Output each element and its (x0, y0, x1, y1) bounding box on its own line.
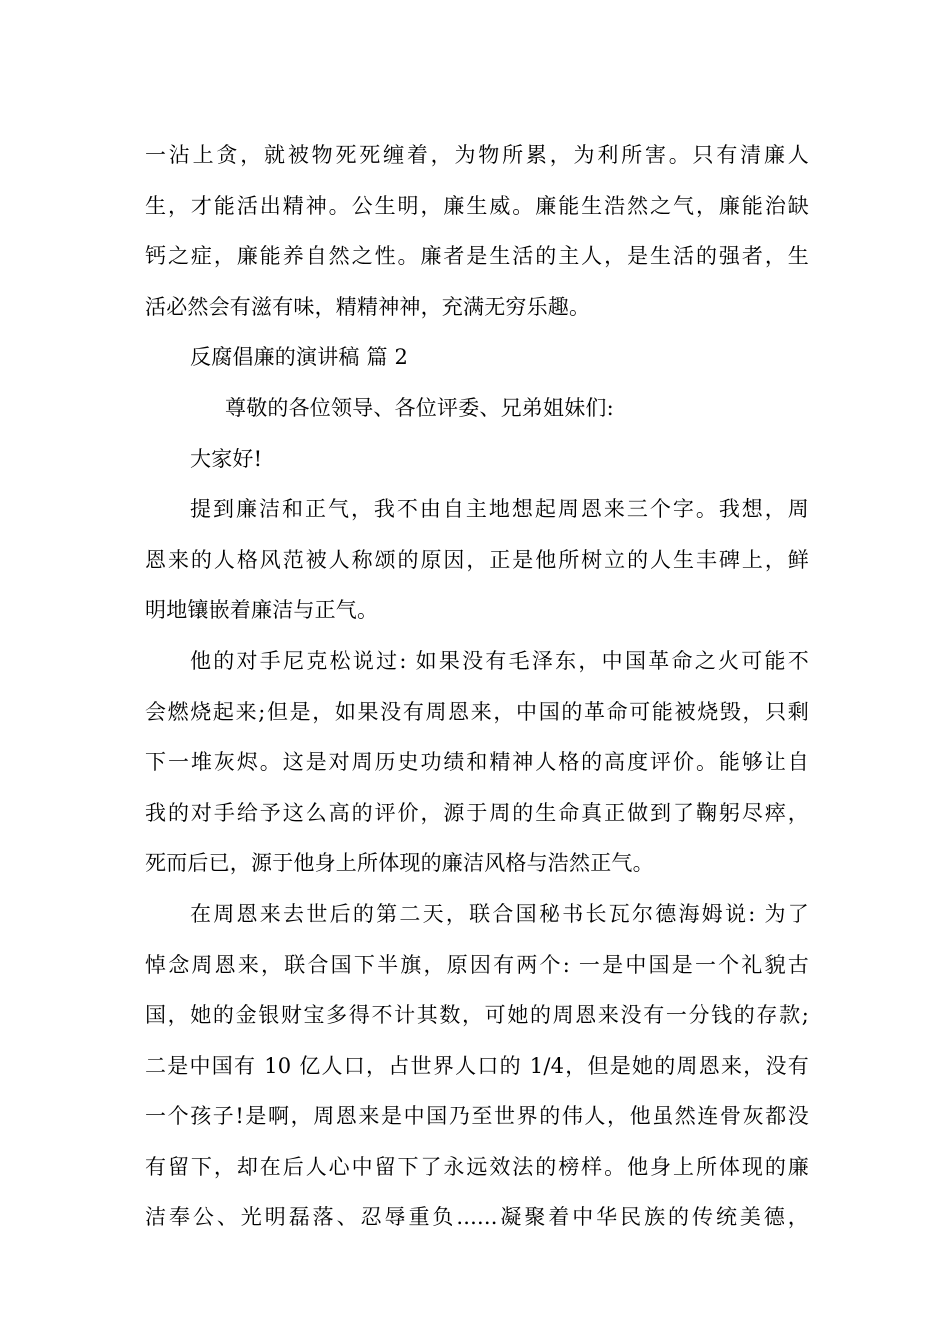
text-line: 国，她的金银财宝多得不计其数，可她的周恩来没有一分钱的存款; (145, 1003, 809, 1028)
salutation: 尊敬的各位领导、各位评委、兄弟姐妹们: (225, 395, 614, 420)
text-line: 下一堆灰烬。这是对周历史功绩和精神人格的高度评价。能够让自 (145, 750, 809, 775)
text-line: 死而后已，源于他身上所体现的廉洁风格与浩然正气。 (145, 851, 654, 876)
section-heading: 反腐倡廉的演讲稿 篇 2 (190, 345, 409, 370)
text-line: 明地镶嵌着廉洁与正气。 (145, 598, 379, 623)
text-line: 恩来的人格风范被人称颂的原因，正是他所树立的人生丰碑上，鲜 (145, 547, 809, 572)
text-line: 他的对手尼克松说过: 如果没有毛泽东，中国革命之火可能不 (190, 648, 809, 673)
text-line: 悼念周恩来，联合国下半旗，原因有两个: 一是中国是一个礼貌古 (145, 952, 809, 977)
text-line: 二是中国有 10 亿人口，占世界人口的 1/4，但是她的周恩来，没有 (145, 1053, 809, 1078)
document-body (145, 130, 809, 1243)
text-line: 一沾上贪，就被物死死缠着，为物所累，为利所害。只有清廉人 (145, 143, 809, 167)
text-line: 我的对手给予这么高的评价，源于周的生命真正做到了鞠躬尽瘁， (145, 800, 809, 825)
text-line: 有留下，却在后人心中留下了永远效法的榜样。他身上所体现的廉 (145, 1154, 809, 1179)
text-line: 生，才能活出精神。公生明，廉生威。廉能生浩然之气，廉能治缺 (145, 193, 809, 218)
text-line: 洁奉公、光明磊落、忍辱重负......凝聚着中华民族的传统美德， (145, 1205, 809, 1230)
text-line: 活必然会有滋有味，精精神神，充满无穷乐趣。 (145, 294, 591, 319)
text-line: 提到廉洁和正气，我不由自主地想起周恩来三个字。我想，周 (190, 497, 809, 522)
text-line: 会燃烧起来;但是，如果没有周恩来，中国的革命可能被烧毁，只剩 (145, 699, 809, 724)
text-line: 在周恩来去世后的第二天，联合国秘书长瓦尔德海姆说: 为了 (190, 901, 809, 926)
text-line: 一个孩子!是啊，周恩来是中国乃至世界的伟人，他虽然连骨灰都没 (145, 1104, 809, 1129)
text-line: 钙之症，廉能养自然之性。廉者是生活的主人，是生活的强者，生 (145, 244, 809, 269)
greeting: 大家好! (190, 446, 263, 471)
